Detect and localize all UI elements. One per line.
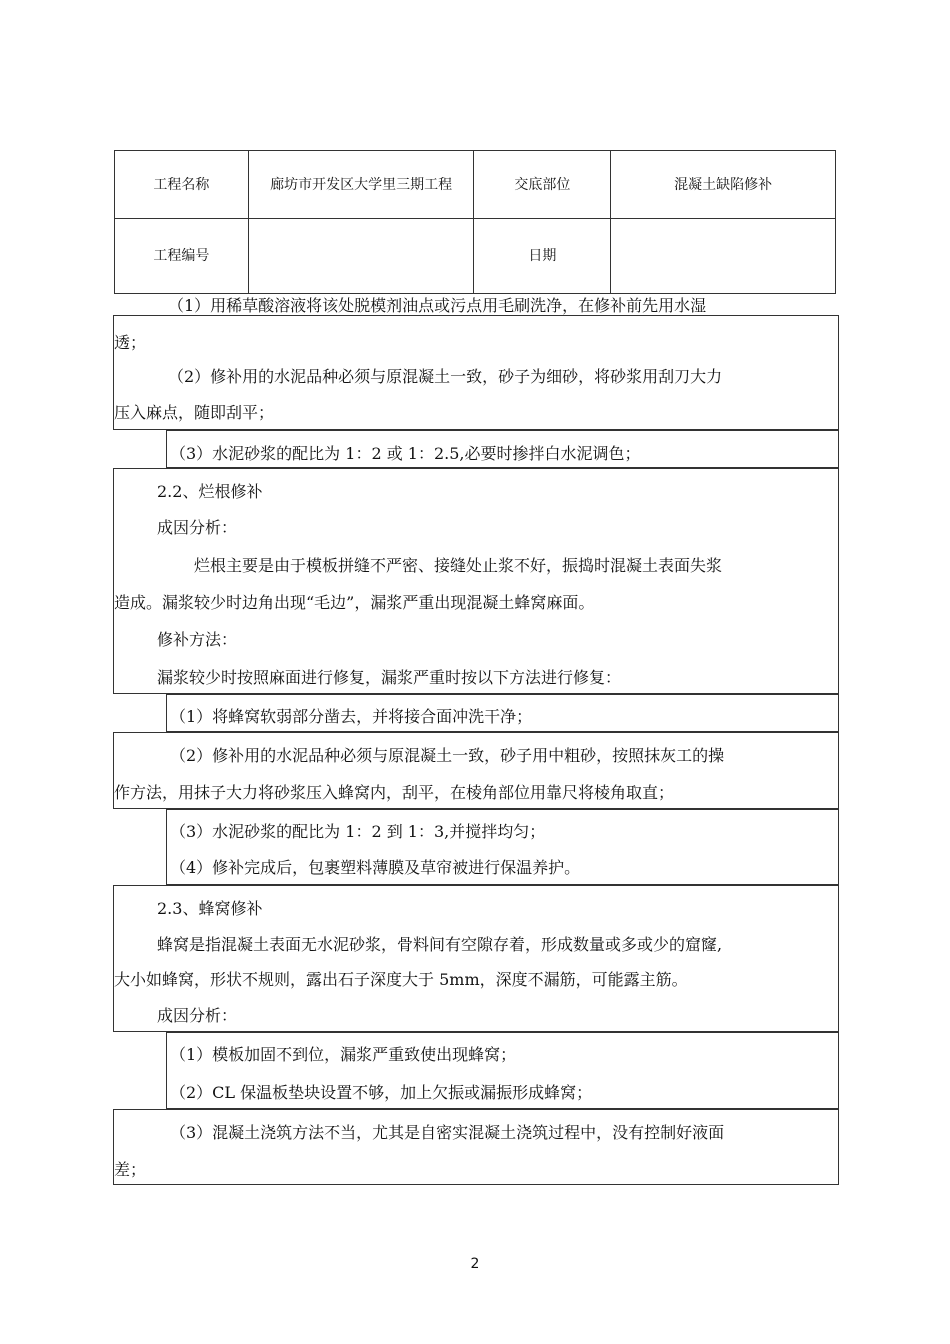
text-line: 成因分析： [157,1006,238,1025]
handover-part-label: 交底部位 [474,151,611,219]
project-code-label: 工程编号 [115,219,249,294]
date-label: 日期 [474,219,611,294]
project-code-value [248,219,474,294]
text-line: 烂根主要是由于模板拼缝不严密、接缝处止浆不好，振捣时混凝土表面失浆 [194,556,723,575]
page-number: 2 [470,1256,480,1272]
text-line: 作方法，用抹子大力将砂浆压入蜂窝内，刮平，在棱角部位用靠尺将棱角取直； [114,783,675,802]
project-name-value: 廊坊市开发区大学里三期工程 [248,151,474,219]
text-line: （2）修补用的水泥品种必须与原混凝土一致，砂子为细砂，将砂浆用刮刀大力 [168,367,723,386]
box-cause-3 [113,1109,839,1185]
section-heading: 2.2、烂根修补 [157,482,263,501]
text-line: （1）模板加固不到位，漏浆严重致使出现蜂窝； [170,1045,517,1064]
text-line: 造成。漏浆较少时边角出现“毛边”，漏浆严重出现混凝土蜂窝麻面。 [114,593,595,612]
text-line: （3）混凝土浇筑方法不当，尤其是自密实混凝土浇筑过程中，没有控制好液面 [170,1123,725,1142]
text-line: 差； [114,1160,147,1179]
text-line: （1）将蜂窝软弱部分凿去，并将接合面冲洗干净； [170,707,533,726]
text-line: （2）CL 保温板垫块设置不够，加上欠振或漏振形成蜂窝； [170,1083,593,1102]
text-line: 大小如蜂窝，形状不规则，露出石子深度大于 5mm，深度不漏筋，可能露主筋。 [114,970,688,989]
text-line: （1）用稀草酸溶液将该处脱模剂油点或污点用毛刷洗净，在修补前先用水湿 [168,296,707,315]
text-line: 压入麻点，随即刮平； [114,403,275,422]
header-table [114,150,836,294]
text-line: 透； [114,333,147,352]
handover-part-value: 混凝土缺陷修补 [611,151,836,219]
text-line: 蜂窝是指混凝土表面无水泥砂浆，骨料间有空隙存着，形成数量或多或少的窟窿, [157,935,723,954]
date-value [611,219,836,294]
text-line: 漏浆较少时按照麻面进行修复，漏浆严重时按以下方法进行修复： [157,668,622,687]
text-line: （4）修补完成后，包裹塑料薄膜及草帘被进行保温养护。 [170,858,581,877]
text-line: （3）水泥砂浆的配比为 1：2 或 1：2.5,必要时掺拌白水泥调色； [170,444,641,463]
section-heading: 2.3、蜂窝修补 [157,899,263,918]
text-line: （3）水泥砂浆的配比为 1：2 到 1：3,并搅拌均匀； [170,822,546,841]
text-line: 成因分析： [157,518,238,537]
text-line: （2）修补用的水泥品种必须与原混凝土一致，砂子用中粗砂，按照抹灰工的操 [170,746,725,765]
text-line: 修补方法： [157,630,238,649]
project-name-label: 工程名称 [115,151,249,219]
